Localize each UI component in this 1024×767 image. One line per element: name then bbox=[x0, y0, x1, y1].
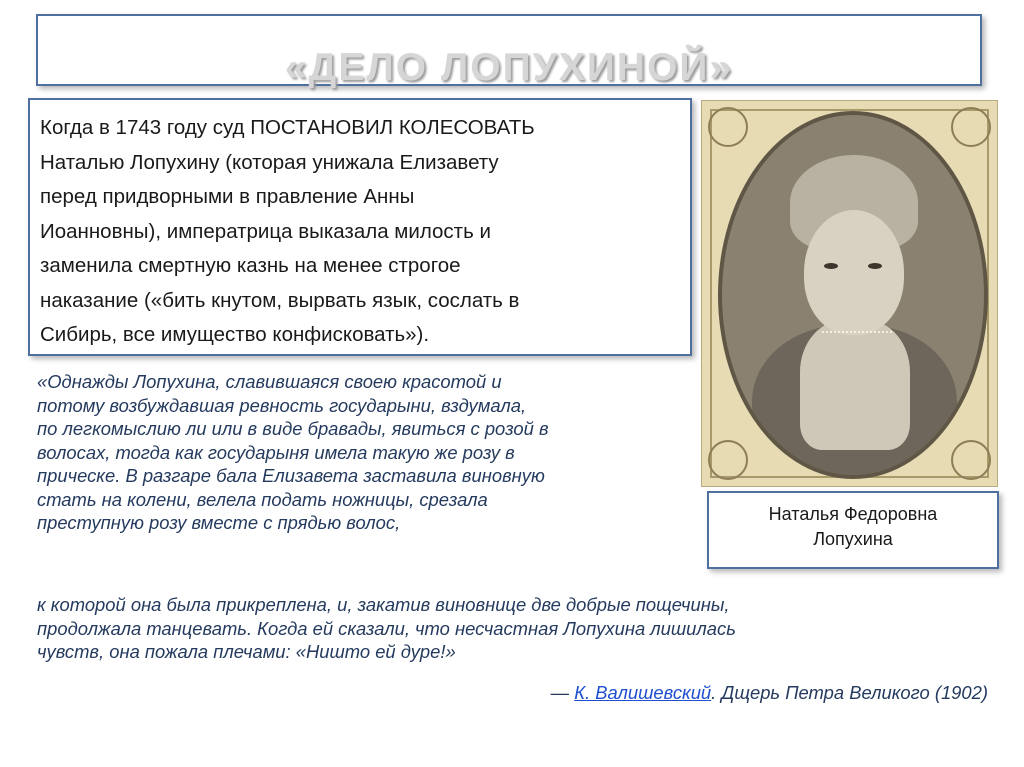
info-box bbox=[28, 98, 692, 356]
quote-line: волосах, тогда как государыня имела такую же розу в bbox=[37, 441, 515, 463]
portrait-eye bbox=[868, 263, 882, 269]
portrait-chest bbox=[800, 320, 910, 450]
portrait-necklace bbox=[822, 331, 892, 338]
info-line: Наталью Лопухину (которая унижала Елизавету bbox=[40, 150, 499, 174]
caption-line: Наталья Федоровна bbox=[768, 504, 938, 524]
info-line: Сибирь, все имущество конфисковать»). bbox=[40, 323, 430, 346]
portrait-oval bbox=[718, 111, 988, 479]
info-text bbox=[40, 111, 680, 353]
corner-ornament bbox=[951, 440, 991, 480]
quote-line: «Однажды Лопухина, славившаяся своею красотой и bbox=[37, 371, 502, 392]
quote-attribution bbox=[551, 682, 988, 704]
slide-title: «ДЕЛО ЛОПУХИНОЙ» bbox=[284, 46, 734, 89]
quote-line: к которой она была прикреплена, и, закатив виновнице две добрые пощечины, bbox=[37, 594, 730, 615]
corner-ornament bbox=[708, 107, 748, 147]
info-line: наказание («бить кнутом, вырвать язык, сослать в bbox=[40, 288, 520, 312]
portrait-face bbox=[804, 210, 904, 335]
attribution-source: . Дщерь Петра Великого (1902) bbox=[711, 682, 988, 703]
quote-line: продолжала танцевать. Когда ей сказали, что несчастная Лопухина лишилась bbox=[37, 617, 736, 639]
portrait-caption bbox=[709, 502, 997, 552]
quote-text-lower bbox=[37, 593, 997, 664]
portrait-eye bbox=[824, 263, 838, 269]
corner-ornament bbox=[951, 107, 991, 147]
attribution-dash: — bbox=[550, 682, 575, 703]
quote-line: по легкомыслию ли или в виде бравады, явиться с розой в bbox=[37, 418, 549, 439]
info-line: заменила смертную казнь на менее строгое bbox=[40, 254, 461, 277]
info-line: Когда в 1743 году суд ПОСТАНОВИЛ КОЛЕСОВАТЬ bbox=[40, 116, 535, 139]
quote-line: стать на колени, велела подать ножницы, срезала bbox=[37, 488, 488, 510]
quote-line: потому возбуждавшая ревность государыни, вздумала, bbox=[37, 394, 527, 416]
portrait-image bbox=[701, 100, 998, 487]
info-line: Иоанновны), императрица выказала милость и bbox=[40, 219, 491, 243]
corner-ornament bbox=[708, 440, 748, 480]
quote-line: преступную розу вместе с прядью волос, bbox=[37, 512, 401, 533]
quote-text-upper bbox=[37, 370, 702, 535]
title-box bbox=[36, 14, 982, 89]
portrait-caption-box bbox=[707, 491, 999, 569]
quote-line: прическе. В разгаре бала Елизавета заставила виновную bbox=[37, 465, 545, 486]
quote-line: чувств, она пожала плечами: «Ништо ей дуре!» bbox=[37, 641, 456, 662]
caption-line: Лопухина bbox=[813, 529, 893, 549]
author-link[interactable]: К. Валишевский bbox=[574, 682, 712, 703]
info-line: перед придворными в правление Анны bbox=[40, 185, 415, 208]
